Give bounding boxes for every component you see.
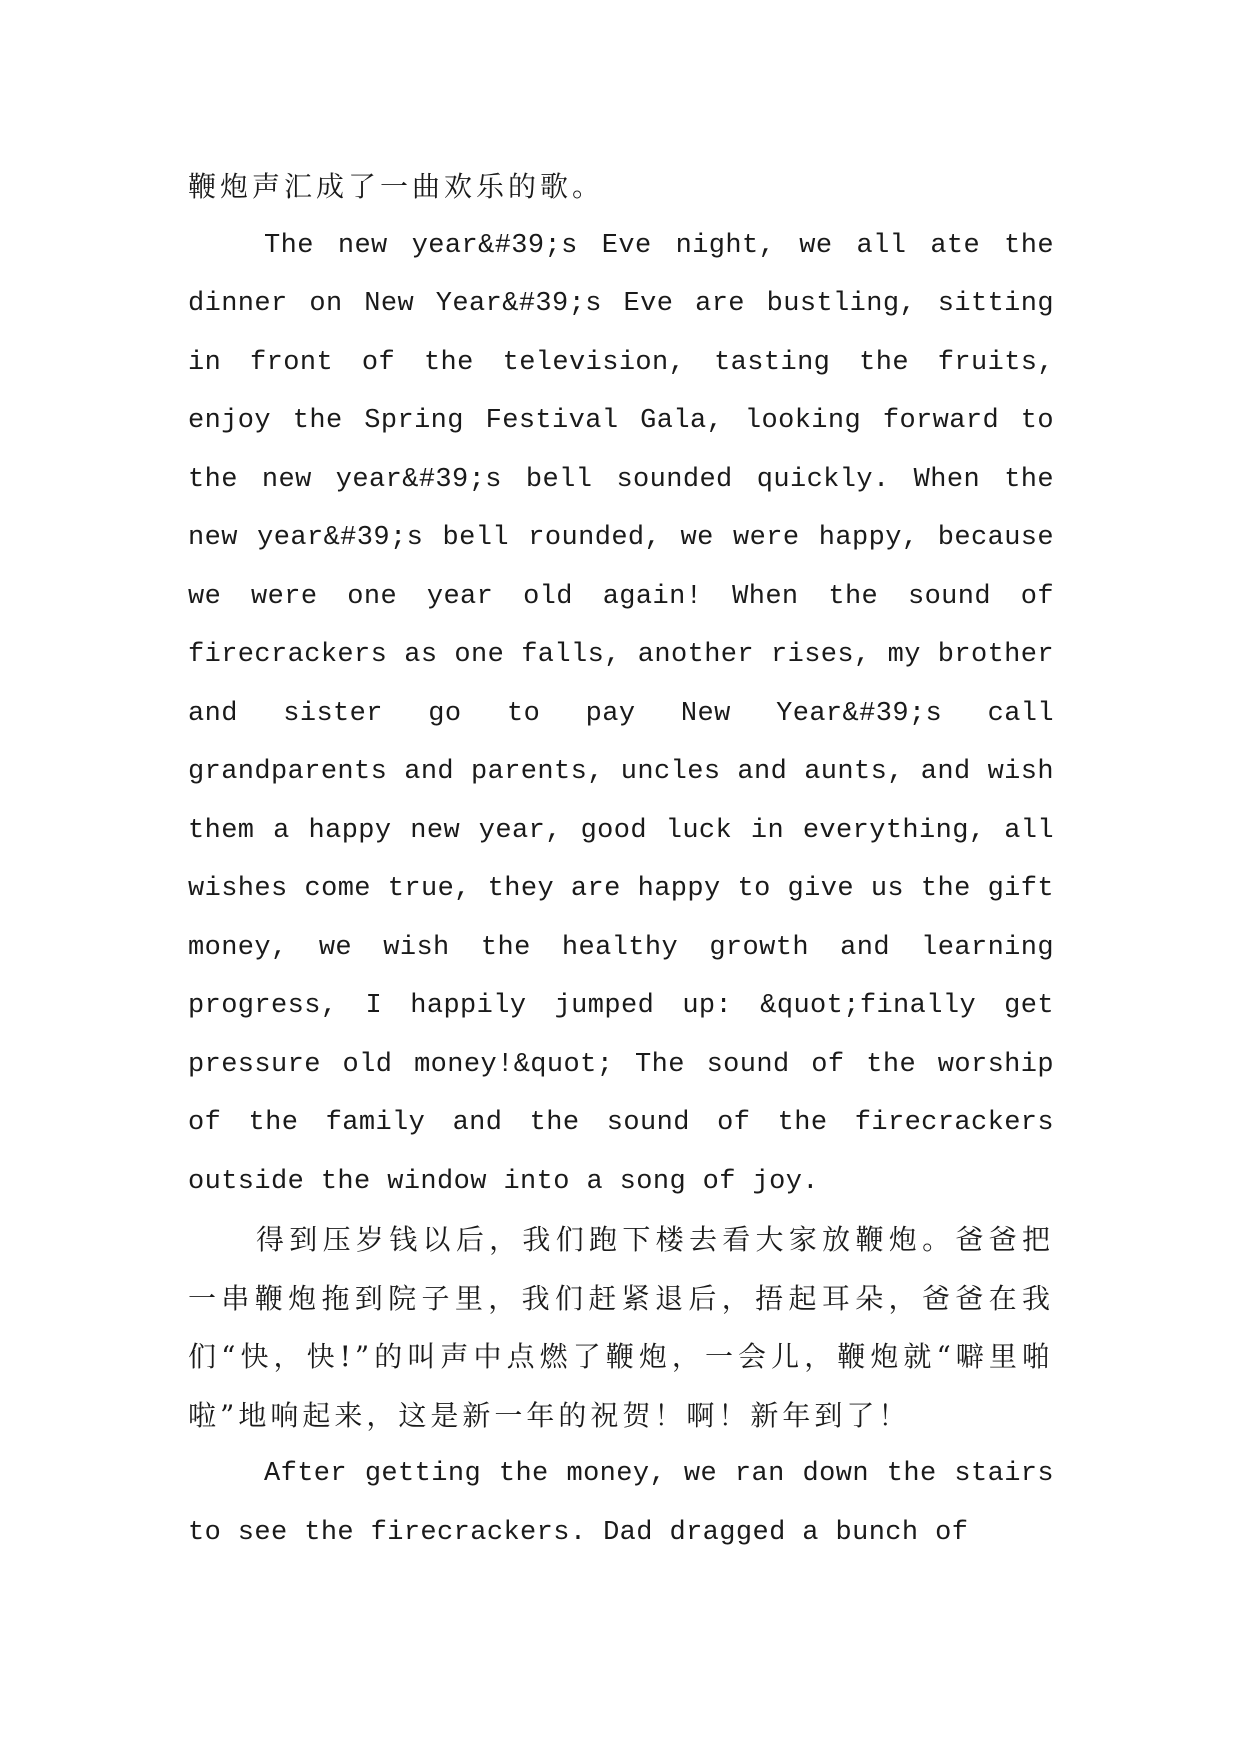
paragraph-zh-closing: 鞭炮声汇成了一曲欢乐的歌。 [188, 170, 605, 203]
paragraph-en-firecrackers: After getting the money, we ran down the stairs to see the firecrackers. Dad dragged a bunch of [188, 1459, 1054, 1548]
paragraph-en-new-years-eve: The new year&#39;s Eve night, we all ate the dinner on New Year&#39;s Eve are bustling, sitting in front of the television, tasting the fruits, enjoy the Spring Festival Gala, looking forward to the new year&#39;s bell sounded quickly. When the new year&#39;s bell rounded, we were happy, because we were one year old again! When the sound of firecrackers as one falls, another rises, my brother and sister go to pay New Year&#39;s call grandparents and parents, uncles and aunts, and wish them a happy new year, good luck in everything, all wishes come true, they are happy to give us the gift money, we wish the healthy growth and learning progress, I happily jumped up: &quot;finally get pressure old money!&quot; The sound of the worship of the family and the sound of the firecrackers outside the window into a song of joy. [188, 230, 1054, 1197]
paragraph-zh-firecrackers: 得到压岁钱以后，我们跑下楼去看大家放鞭炮。爸爸把一串鞭炮拖到院子里，我们赶紧退后，捂起耳朵，爸爸在我们“快，快!”的叫声中点燃了鞭炮，一会儿，鞭炮就“噼里啪啦”地响起来，这是新一年的祝贺！啊！新年到了！ [188, 1223, 1054, 1432]
document-body [188, 158, 1054, 1562]
